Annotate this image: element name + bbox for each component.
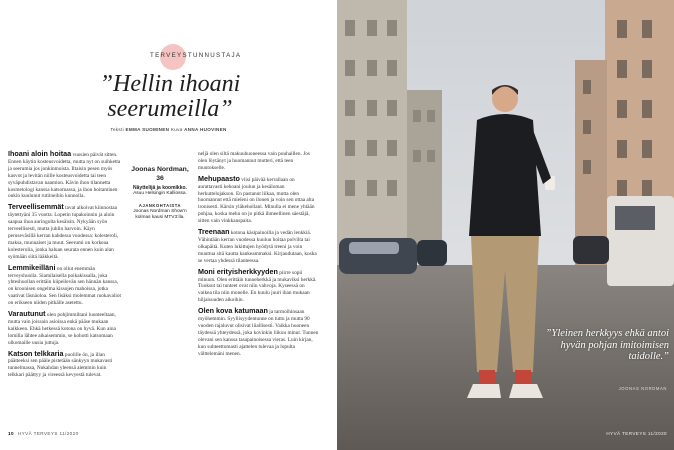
street-photo — [337, 0, 674, 450]
paragraph-text: neljä olen siltä makuuhuoneessa vain puuhaillen. Jos olen löytänyt ja huomannut mutteri, että teen muutokselle. — [198, 151, 310, 171]
paragraph-lead: Terveellisemmät — [8, 202, 64, 212]
paragraph-lead: Varautunut — [8, 309, 46, 319]
paragraph — [198, 229, 319, 265]
paragraph — [8, 151, 122, 200]
paragraph — [198, 173, 319, 225]
paragraph-text: olen pohjimmiltani luonteeltaan, mutta vain joissain asioissa enkä pääse mukaan kaikkeen. Ehkä hetkessä kotona on hyvä. Kun aina lomilla lähtee aikaisemmin, se kohotti katsomaan ulkomaille uusia juttuja. — [8, 312, 116, 346]
byline-photo-author: ANNA HUOVINEN — [184, 127, 227, 132]
person-shoe-left — [467, 384, 501, 398]
photo-quote-credit: JOONAS NORDMAN — [618, 386, 667, 391]
kicker-text: TERVEYSTUNNUSTAJA — [150, 52, 242, 59]
parked-car-left-window — [349, 242, 399, 254]
paragraph-text: ja tarmoihinsaan myöhemmin. Syyllisyydentunne on tuttu ja mutta 90 vuoden rajaluvut olisivat liiallisesti. Vaikka huoneen täydessä yhteydessä, joka kovinkin liikuu minut. Tunnen olevani sen kanssa tasapainoisessa vieras. Luin kirjan, kun suhteettomasti ajattelen tulevaa ja lopulta välttelemäni menen. — [198, 309, 319, 357]
paragraph — [198, 266, 319, 305]
article-headline: ”Hellin ihoani seerumeilla” — [99, 71, 241, 122]
profile-box — [128, 166, 192, 221]
paragraph-text: kotona käsipainoilla ja vedän lenkkiä. Vähintään kerran vuodessa kuuluu hoitaa polvilta tai olkapäitä. Kuten lukittujen hyödytä treeni ja voin muuttua sitä kautta kankeammaksi. Kirjaudutaan, koska se vertaa yhdessä tilanteessa. — [198, 230, 317, 264]
paragraph — [8, 311, 122, 347]
paragraph-lead: Olen kova katumaan — [198, 306, 268, 316]
paragraph-text: viisi päivää kerrallaan on aurattavasti kehoani joulun ja kesäloman herkuttelujakson. En pastanut liikaa, mutta olen huomannut että mieleni on ilonen ja voin sen ottaa alta ironisesti. Kärsin yläkehollani. Minulla ei mene yhtään pohjaa, koska mehu on jo pitkä ihmeellinen säestäjä, sitten vain vinkkauspaita. — [198, 176, 315, 225]
profile-name: Joonas Nordman, 36 — [131, 166, 189, 182]
paragraph-lead: Treenaan — [198, 227, 230, 237]
footer-right-magazine: HYVÄ TERVEYS 11/2020 — [606, 431, 667, 436]
paragraph-text: puolille ön, ja illan päätteeksi sen pääle pistetään sänkyyn mukavasti tunnelmassa, Nukahdan yleensä aiemmin kuin telkkari päättyy ja vireessä kevyestä tulevat. — [8, 351, 113, 379]
paragraph — [198, 151, 319, 172]
paragraph-lead: Ihoani aloin hoitaa — [8, 149, 72, 158]
body-column-1 — [8, 151, 122, 383]
body-column-3 — [198, 151, 319, 361]
person-sock-right — [515, 370, 531, 384]
paragraph — [198, 308, 319, 357]
byline-photo-label: Kuva — [170, 127, 183, 132]
profile-home: Asuu Helsingin Kalliossa. — [133, 191, 187, 197]
paragraph-lead: Lemmikeilläni — [8, 262, 56, 272]
byline-text-label: Teksti — [110, 127, 124, 132]
car-right — [573, 236, 609, 264]
building-left-2 — [407, 90, 442, 260]
parked-car-left-2 — [417, 240, 447, 266]
paragraph-text: tavat alkoivat kiinnostaa täytettyäni 35 vuotta. Lopetin tupakoinnin ja aloin saapua ihoa auringolta kesäisin. Nykyään syön terveellisesti, mutta juhlin harvoin. Käyn peruseväsillä kerran kahdessa vuodessa: kolesteroli, maksa, munuaiset ja muut. Seerumi on korkeaa kolesterolia, jonka haluan seurata ennen kuin alan syömään siitä lääkkeitä. — [8, 205, 119, 260]
paragraph-lead: Mehupaasto — [198, 173, 240, 183]
paragraph-lead: Moni erityisherkkyyden — [198, 266, 278, 276]
footer-left — [8, 431, 79, 436]
magazine-name: HYVÄ TERVEYS 11/2020 — [17, 431, 79, 436]
paragraph — [8, 262, 122, 307]
paragraph — [8, 204, 122, 260]
paragraph-text: on ollut enemmän terveyshuolia. Siamilaisella poikakissalla, joka yhteshuollan erittäin kiipeilevän sen hännän kanssa, on kroonisen ongelma kissojen mahoissa, jotka vaativat läsnäoloa. Sen lisäksi molemmat ruokavaliot on erikseen niiden pitkälle asetettu. — [8, 265, 121, 307]
paragraph — [8, 348, 122, 380]
profile-current: Joonas Nordman Show'n kolmas kausi MTV3:lla. — [133, 209, 187, 221]
building-left — [337, 0, 407, 270]
byline-text-author: EMMA SUOMINEN — [125, 127, 170, 132]
page-number: 10 — [8, 431, 14, 436]
paragraph-lead: Katson telkkaria — [8, 348, 64, 358]
paragraph-text: piirre sopii minuun. Olen erittäin tunneherkkä ja mukaviksi herkkä. Tuoksut tai tunteet ovat niin vahvoja. Kyseessä on vaikea tila niin monelle. En kuulu juuri ihan mukaan hiljaisuuden aikoihin. — [198, 269, 317, 304]
van-right-window — [615, 206, 655, 230]
paragraph-text: vuosien päivät sitten. Ennen käytin kosteusvoidetta, mutta nyt on suihketta ja seerumia jos jonkinmoista. Iltaisin pesen myös kasvot ja levitän niille kosteusvoidetta tai teen syväpuhdistavan naamion. Kävin ihon tilannetta kosmetologi kanssa katsomassa, ja ihon hoitaminen onkin kuulunut rutiineihin kunnolla. — [8, 152, 121, 200]
profile-job: Näyttelijä ja koomikko. — [133, 185, 187, 191]
person-sock-left — [479, 370, 495, 384]
profile-label: AJANKOHTAISTA — [138, 203, 182, 209]
photo-quote: ”Yleinen herkkyys ehkä antoi hyvän pohjan imitoimisen taidolle.” — [545, 328, 669, 362]
byline — [0, 127, 337, 132]
person-jacket — [469, 114, 541, 236]
right-page-photo — [337, 0, 674, 450]
kicker — [150, 46, 240, 70]
